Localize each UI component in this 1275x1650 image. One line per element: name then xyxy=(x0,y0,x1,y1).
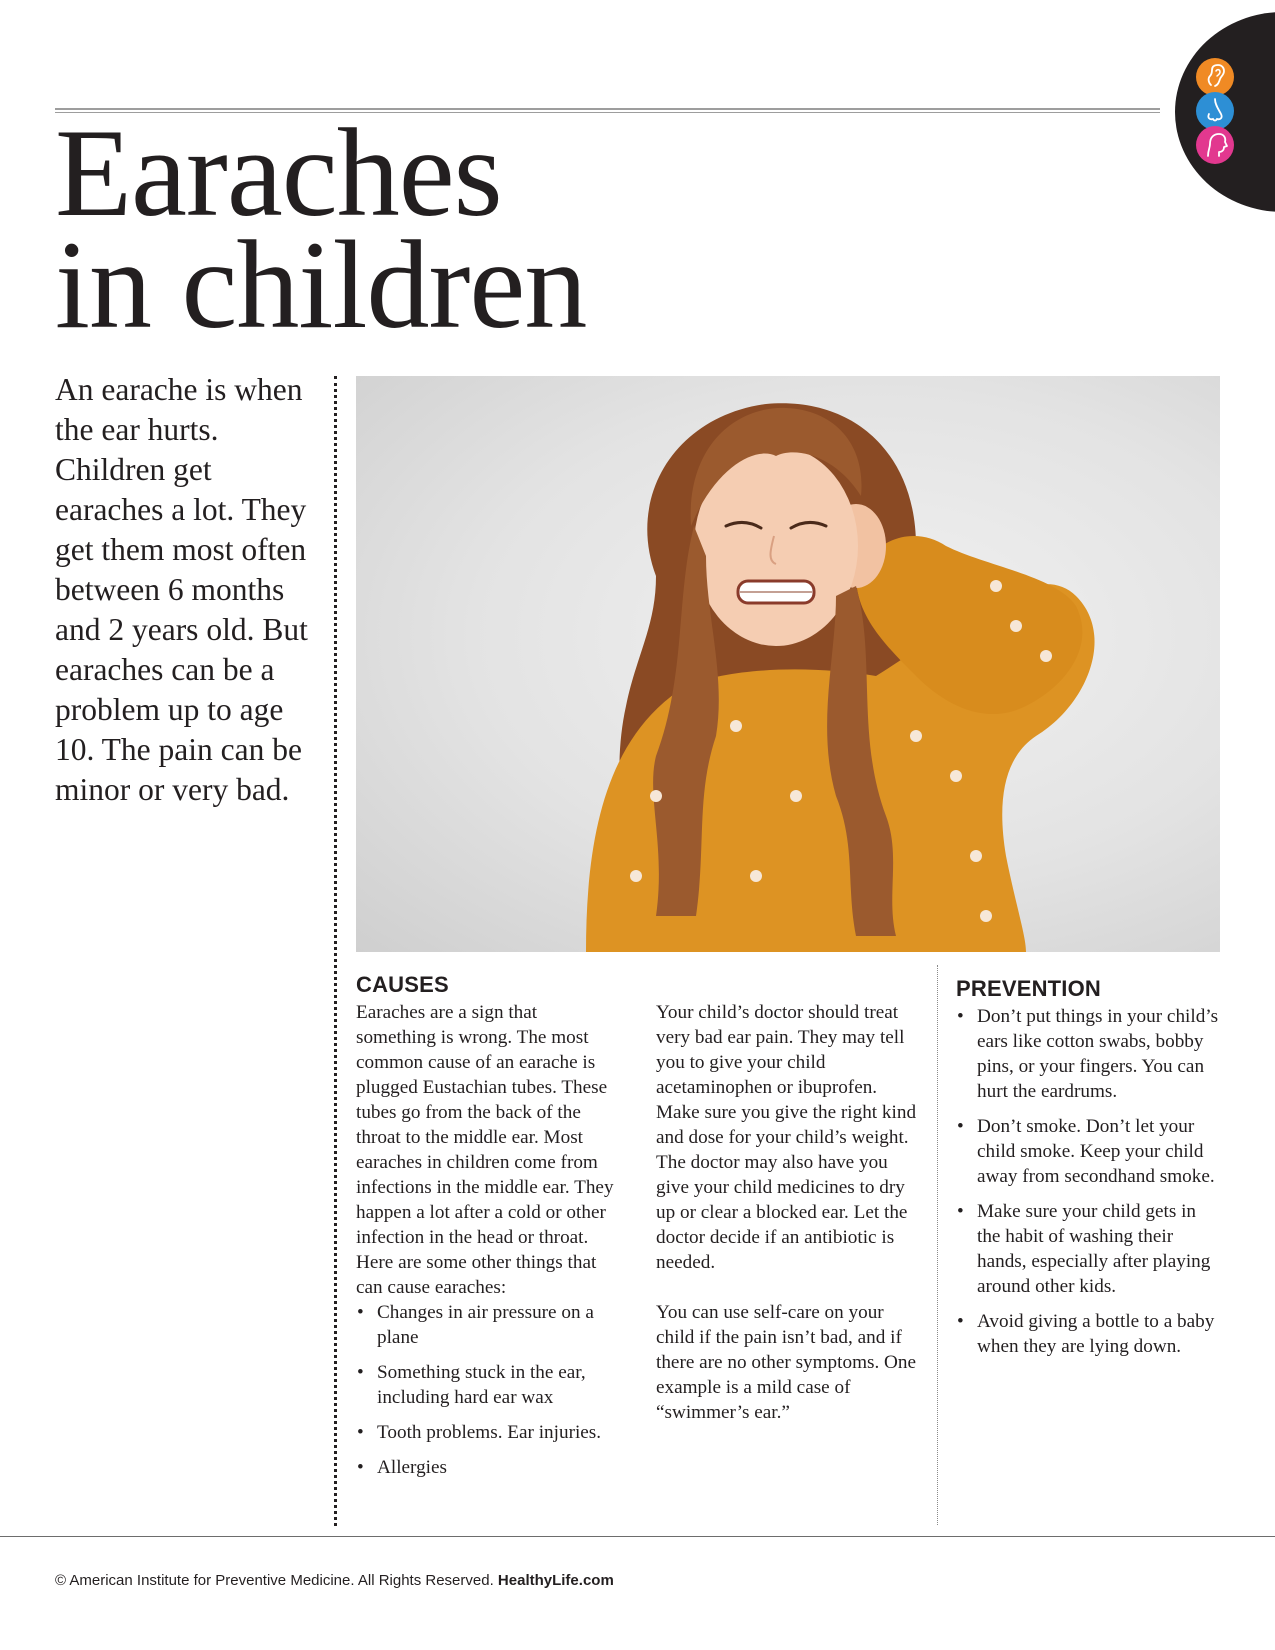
list-item: • Changes in air pressure on a plane xyxy=(356,1300,621,1350)
column-divider-right xyxy=(937,965,938,1525)
footer xyxy=(55,1572,614,1589)
list-item: • Don’t put things in your child’s ears like cotton swabs, bobby pins, or your fingers. You can hurt the eardrums. xyxy=(956,1004,1221,1104)
column-divider xyxy=(334,376,337,1526)
list-item: • Something stuck in the ear, including hard ear wax xyxy=(356,1360,621,1410)
bottom-rule xyxy=(0,1536,1275,1537)
list-item: • Allergies xyxy=(356,1455,621,1480)
list-item: • Make sure your child gets in the habit of washing their hands, especially after playing around other kids. xyxy=(956,1199,1221,1299)
treatment-section xyxy=(656,1000,924,1425)
title-line-2: in children xyxy=(55,216,587,355)
list-item: • Don’t smoke. Don’t let your child smoke. Keep your child away from secondhand smoke. xyxy=(956,1114,1221,1189)
ear-icon xyxy=(1196,58,1234,96)
causes-heading: CAUSES xyxy=(356,972,449,997)
list-item: • Avoid giving a bottle to a baby when they are lying down. xyxy=(956,1309,1221,1359)
child-earache-photo xyxy=(356,376,1220,952)
page-title xyxy=(55,104,587,355)
prevention-heading: PREVENTION xyxy=(956,976,1102,1001)
nose-icon xyxy=(1196,92,1234,130)
throat-icon xyxy=(1196,126,1234,164)
treatment-paragraph-1: Your child’s doctor should treat very bad ear pain. They may tell you to give your child acetaminophen or ibuprofen. Make sure you give the right kind and dose for your child’s weight. The doctor may also have you give your child medicines to dry up or clear a blocked ear. Let the doctor decide if an antibiotic is needed. xyxy=(656,1002,917,1273)
prevention-list xyxy=(956,1004,1221,1359)
intro-text: An earache is when the ear hurts. Children get earaches a lot. They get them most often between 6 months and 2 years old. But earaches can be a problem up to age 10. The pain can be minor or very bad. xyxy=(55,372,308,807)
list-item: • Tooth problems. Ear injuries. xyxy=(356,1420,621,1445)
treatment-paragraph-2: You can use self-care on your child if the pain isn’t bad, and if there are no other symptoms. One example is a mild case of “swimmer’s ear.” xyxy=(656,1302,917,1423)
prevention-section xyxy=(956,976,1221,1369)
causes-section xyxy=(356,972,621,1490)
title-line-1: Earaches xyxy=(55,104,502,243)
footer-site-link[interactable]: HealthyLife.com xyxy=(497,1572,614,1589)
causes-list xyxy=(356,1300,621,1480)
footer-copyright: © American Institute for Preventive Medicine. All Rights Reserved. xyxy=(55,1572,494,1589)
causes-text: Earaches are a sign that something is wrong. The most common cause of an earache is plugged Eustachian tubes. These tubes go from the back of the throat to the middle ear. Most earaches in children come from infections in the middle ear. They happen a lot after a cold or other infection in the head or throat. Here are some other things that can cause earaches: xyxy=(356,1002,614,1298)
